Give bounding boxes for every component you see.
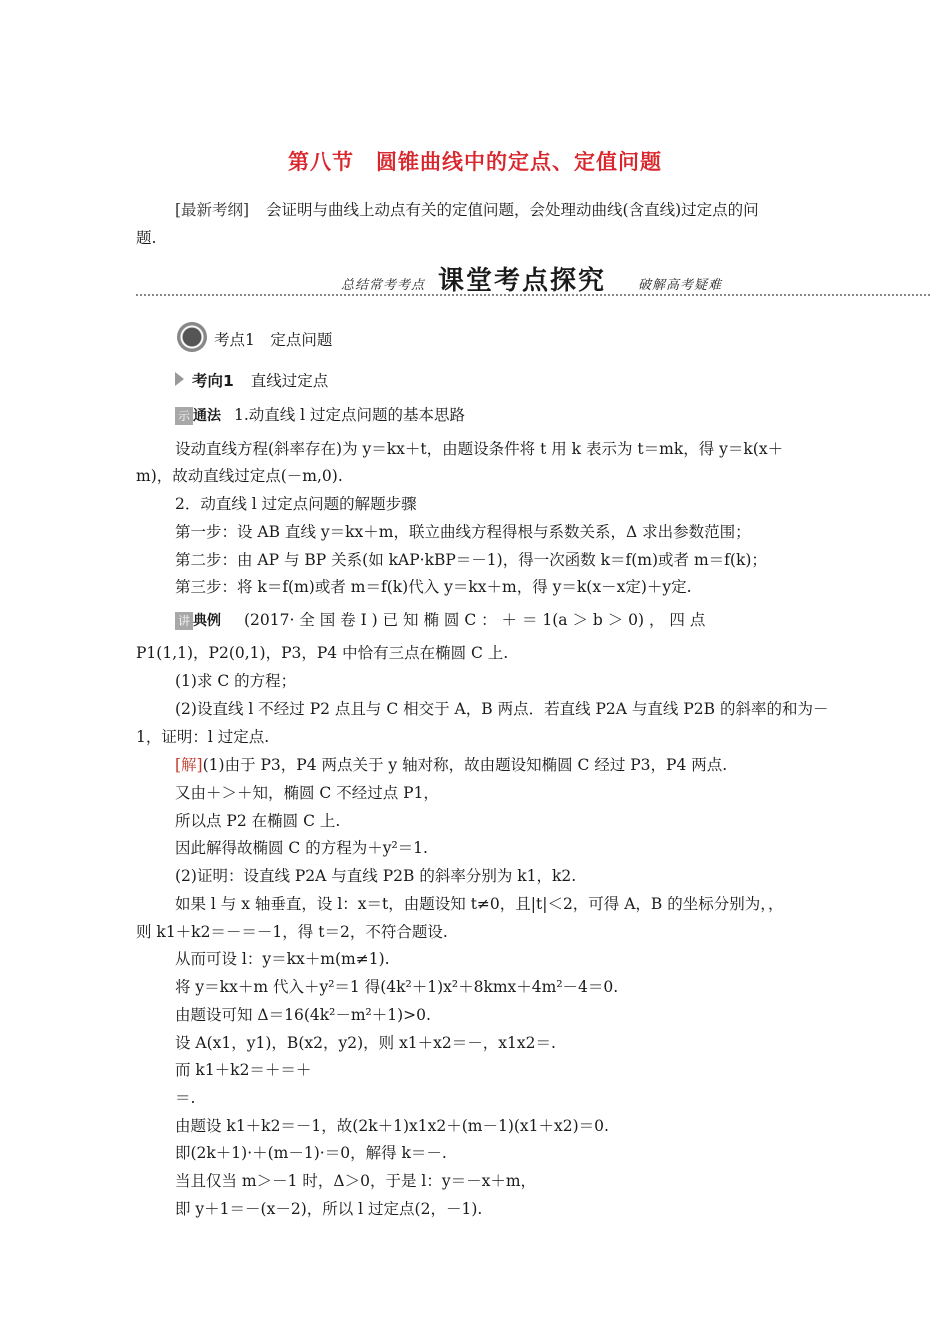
triangle-marker-icon	[175, 372, 184, 386]
method-step2-title: 2．动直线 l 过定点问题的解题步骤	[175, 495, 417, 513]
banner-left-text: 总结常考考点	[341, 278, 426, 293]
example-heading-line	[175, 610, 705, 631]
example-question-2: P1(1,1)，P2(0,1)，P3，P4 中恰有三点在椭圆 C 上.	[136, 644, 509, 662]
solution-line-8: 从而可设 l：y＝kx＋m(m≠1).	[175, 950, 390, 968]
syllabus-tag: [最新考纲]	[175, 201, 250, 219]
solution-line-10: 由题设可知 Δ＝16(4k²－m²＋1)>0.	[175, 1006, 431, 1024]
banner-right-text: 破解高考疑难	[638, 278, 723, 293]
kaodian-circle-icon	[177, 322, 207, 352]
method-line-2: m)，故动直线过定点(－m,0).	[136, 467, 343, 485]
example-question-5: 1，证明：l 过定点.	[136, 728, 270, 746]
banner-divider	[136, 294, 930, 296]
solution-tag: [解]	[175, 756, 203, 774]
syllabus-line	[175, 200, 759, 220]
solution-line-17: 即 y＋1＝－(x－2)，所以 l 过定点(2，－1).	[175, 1200, 483, 1218]
section-banner	[136, 258, 930, 298]
solution-text-1: (1)由于 P3，P4 两点关于 y 轴对称，故由题设知椭圆 C 经过 P3，P4 两点.	[202, 756, 728, 774]
solution-line-16: 当且仅当 m＞－1 时，Δ＞0，于是 l：y＝－x＋m，	[175, 1172, 537, 1190]
solution-line-4: 因此解得故椭圆 C 的方程为＋y²＝1.	[175, 839, 428, 857]
kaoxiang-text: 直线过定点	[250, 372, 329, 390]
solution-line-5: (2)证明：设直线 P2A 与直线 P2B 的斜率分别为 k1，k2.	[175, 867, 577, 885]
example-question-1: (2017· 全 国 卷 Ⅰ ) 已 知 椭 圆 C ： ＋ ＝ 1(a ＞ b ＞ 0) ， 四 点	[243, 611, 706, 629]
solution-line-3: 所以点 P2 在椭圆 C 上.	[175, 812, 341, 830]
method-step-c: 第三步：将 k＝f(m)或者 m＝f(k)代入 y＝kx＋m，得 y＝k(x－x定)＋y定.	[175, 578, 692, 596]
banner-title: 课堂考点探究	[438, 266, 607, 296]
solution-line-1	[175, 755, 727, 775]
solution-line-9: 将 y＝kx＋m 代入＋y²＝1 得(4k²＋1)x²＋8kmx＋4m²－4＝0.	[175, 978, 619, 996]
method-heading-line	[175, 405, 465, 426]
solution-line-12: 而 k1＋k2＝＋＝＋	[175, 1061, 312, 1079]
syllabus-text: 会证明与曲线上动点有关的定值问题，会处理动曲线(含直线)过定点的问	[266, 201, 759, 219]
example-question-4: (2)设直线 l 不经过 P2 点且与 C 相交于 A，B 两点．若直线 P2A 与直线 P2B 的斜率的和为－	[175, 700, 829, 718]
solution-line-6: 如果 l 与 x 轴垂直，设 l：x＝t，由题设知 t≠0，且|t|＜2，可得 A，B 的坐标分别为，，	[175, 895, 784, 913]
method-step-a: 第一步：设 AB 直线 y＝kx＋m，联立曲线方程得根与系数关系，Δ 求出参数范围；	[175, 523, 751, 541]
method-badge-label: 通法	[193, 408, 222, 424]
solution-line-13: ＝.	[175, 1089, 196, 1107]
page-title: 第八节 圆锥曲线中的定点、定值问题	[288, 150, 662, 174]
method-step1-title: 1.动直线 l 过定点问题的基本思路	[233, 406, 466, 424]
kaoxiang-heading	[192, 369, 328, 391]
example-badge: 讲	[175, 612, 193, 630]
solution-line-2: 又由＋＞＋知，椭圆 C 不经过点 P1，	[175, 784, 439, 802]
kaoxiang-number: 考向1	[192, 372, 234, 390]
kaodian-heading: 考点1 定点问题	[214, 331, 333, 349]
solution-line-14: 由题设 k1＋k2＝－1，故(2k＋1)x1x2＋(m－1)(x1＋x2)＝0.	[175, 1117, 609, 1135]
solution-line-11: 设 A(x1，y1)，B(x2，y2)，则 x1＋x2＝－，x1x2＝.	[175, 1034, 556, 1052]
solution-line-7: 则 k1＋k2＝－＝－1，得 t＝2，不符合题设.	[136, 923, 448, 941]
solution-line-15: 即(2k＋1)·＋(m－1)·＝0，解得 k＝－.	[175, 1144, 447, 1162]
method-badge: 示	[175, 407, 193, 425]
method-line-1: 设动直线方程(斜率存在)为 y＝kx＋t，由题设条件将 t 用 k 表示为 t＝mk，得 y＝k(x＋	[175, 440, 784, 458]
syllabus-line-2: 题.	[136, 229, 157, 247]
method-step-b: 第二步：由 AP 与 BP 关系(如 kAP·kBP＝－1)，得一次函数 k＝f(m)或者 m＝f(k)；	[175, 551, 767, 569]
example-question-3: (1)求 C 的方程；	[175, 672, 297, 690]
example-badge-label: 典例	[193, 613, 222, 629]
